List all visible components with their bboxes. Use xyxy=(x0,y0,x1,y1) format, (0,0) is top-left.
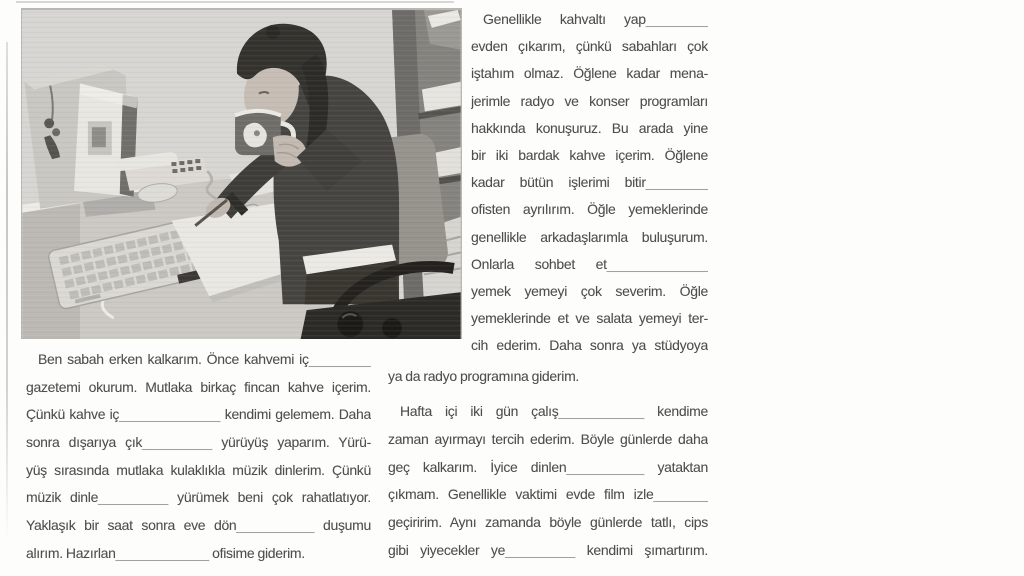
text-line: bir iki bardak kahve içerim. Öğlene xyxy=(471,146,708,163)
text-line: cih ederim. Daha sonra ya stüdyoya xyxy=(471,337,708,354)
text-line: Yaklaşık bir saat sonra eve dön__________ duşumu xyxy=(26,517,371,534)
text-line: evden çıkarım, çünkü sabahları çok xyxy=(471,38,708,55)
fill-in-blank: ________ xyxy=(308,351,371,367)
text-line: geç kalkarım. İyice dinlen__________ yataktan xyxy=(388,458,708,475)
text-line: Ben sabah erken kalkarım. Önce kahvemi iç________ xyxy=(38,351,371,367)
fill-in-blank: ________ xyxy=(645,11,708,27)
text-line: Onlarla sohbet et_____________ xyxy=(471,255,708,272)
text-line: ofisten ayrılırım. Öğle yemeklerinde xyxy=(471,201,708,218)
fill-in-blank: ____________ xyxy=(115,544,210,561)
text-line: alırım. Hazırlan____________ ofisime giderim. xyxy=(26,544,305,561)
fill-in-blank: __________ xyxy=(236,517,315,534)
fill-in-blank: ___________ xyxy=(558,403,645,419)
fill-in-blank: _______ xyxy=(653,486,708,503)
fill-in-blank: __________ xyxy=(566,458,645,475)
text-line: gazetemi okurum. Mutlaka birkaç fincan kahve içerim. xyxy=(26,378,371,395)
office-photo xyxy=(21,8,462,339)
text-line: genellikle arkadaşlarımla buluşurum. xyxy=(471,228,708,245)
text-line: çıkmam. Genellikle vaktimi evde film izle_______ xyxy=(388,486,708,503)
chair-wheel xyxy=(382,318,402,338)
fill-in-blank: _________ xyxy=(98,489,169,506)
fill-in-blank: _____________ xyxy=(606,255,708,272)
scan-edge-top-line xyxy=(16,1,454,3)
text-line: zaman ayırmayı tercih ederim. Böyle günlerde daha xyxy=(388,430,708,447)
fill-in-blank: _________ xyxy=(505,541,576,558)
text-line: ya da radyo programına giderim. xyxy=(388,368,580,384)
text-line: Çünkü kahve iç_____________ kendimi gelemem. Daha xyxy=(26,406,371,423)
text-line: sonra dışarıya çık_________ yürüyüş yaparım. Yürü- xyxy=(26,434,371,451)
photo-illustration xyxy=(21,10,462,339)
text-line: yemek yemeyi çok severim. Öğle xyxy=(471,282,708,299)
fill-in-blank: ________ xyxy=(645,174,708,191)
text-line: jerimle radyo ve konser programları xyxy=(471,92,708,109)
left-paragraph xyxy=(26,346,371,568)
fill-in-blank: _____________ xyxy=(119,406,221,423)
text-line: gibi yiyecekler ye_________ kendimi şımartırım. xyxy=(388,541,708,558)
text-line: Hafta içi iki gün çalış___________ kendime xyxy=(400,403,708,419)
text-line: Genellikle kahvaltı yap________ xyxy=(483,11,708,27)
right-paragraph-1 xyxy=(471,6,708,359)
text-line: iştahım olmaz. Öğlene kadar mena- xyxy=(471,65,708,82)
text-line: yüş sırasında mutlaka kulaklıkla müzik dinlerim. Çünkü xyxy=(26,461,371,478)
hair-bun xyxy=(266,25,280,39)
scan-edge-left-line xyxy=(6,42,8,542)
text-line: geçiririm. Aynı zamanda böyle günlerde tatlı, cips xyxy=(388,514,708,531)
text-line: kadar bütün işlerimi bitir________ xyxy=(471,174,708,191)
text-line: hakkında konuşuruz. Bu arada yine xyxy=(471,119,708,136)
text-line: müzik dinle_________ yürümek beni çok rahatlatıyor. xyxy=(26,489,371,506)
right-paragraph-1-lastline xyxy=(388,362,708,390)
fill-in-blank: _________ xyxy=(142,434,213,451)
text-line: yemeklerinde et ve salata yemeyi ter- xyxy=(471,310,708,327)
right-paragraph-2 xyxy=(388,398,708,565)
